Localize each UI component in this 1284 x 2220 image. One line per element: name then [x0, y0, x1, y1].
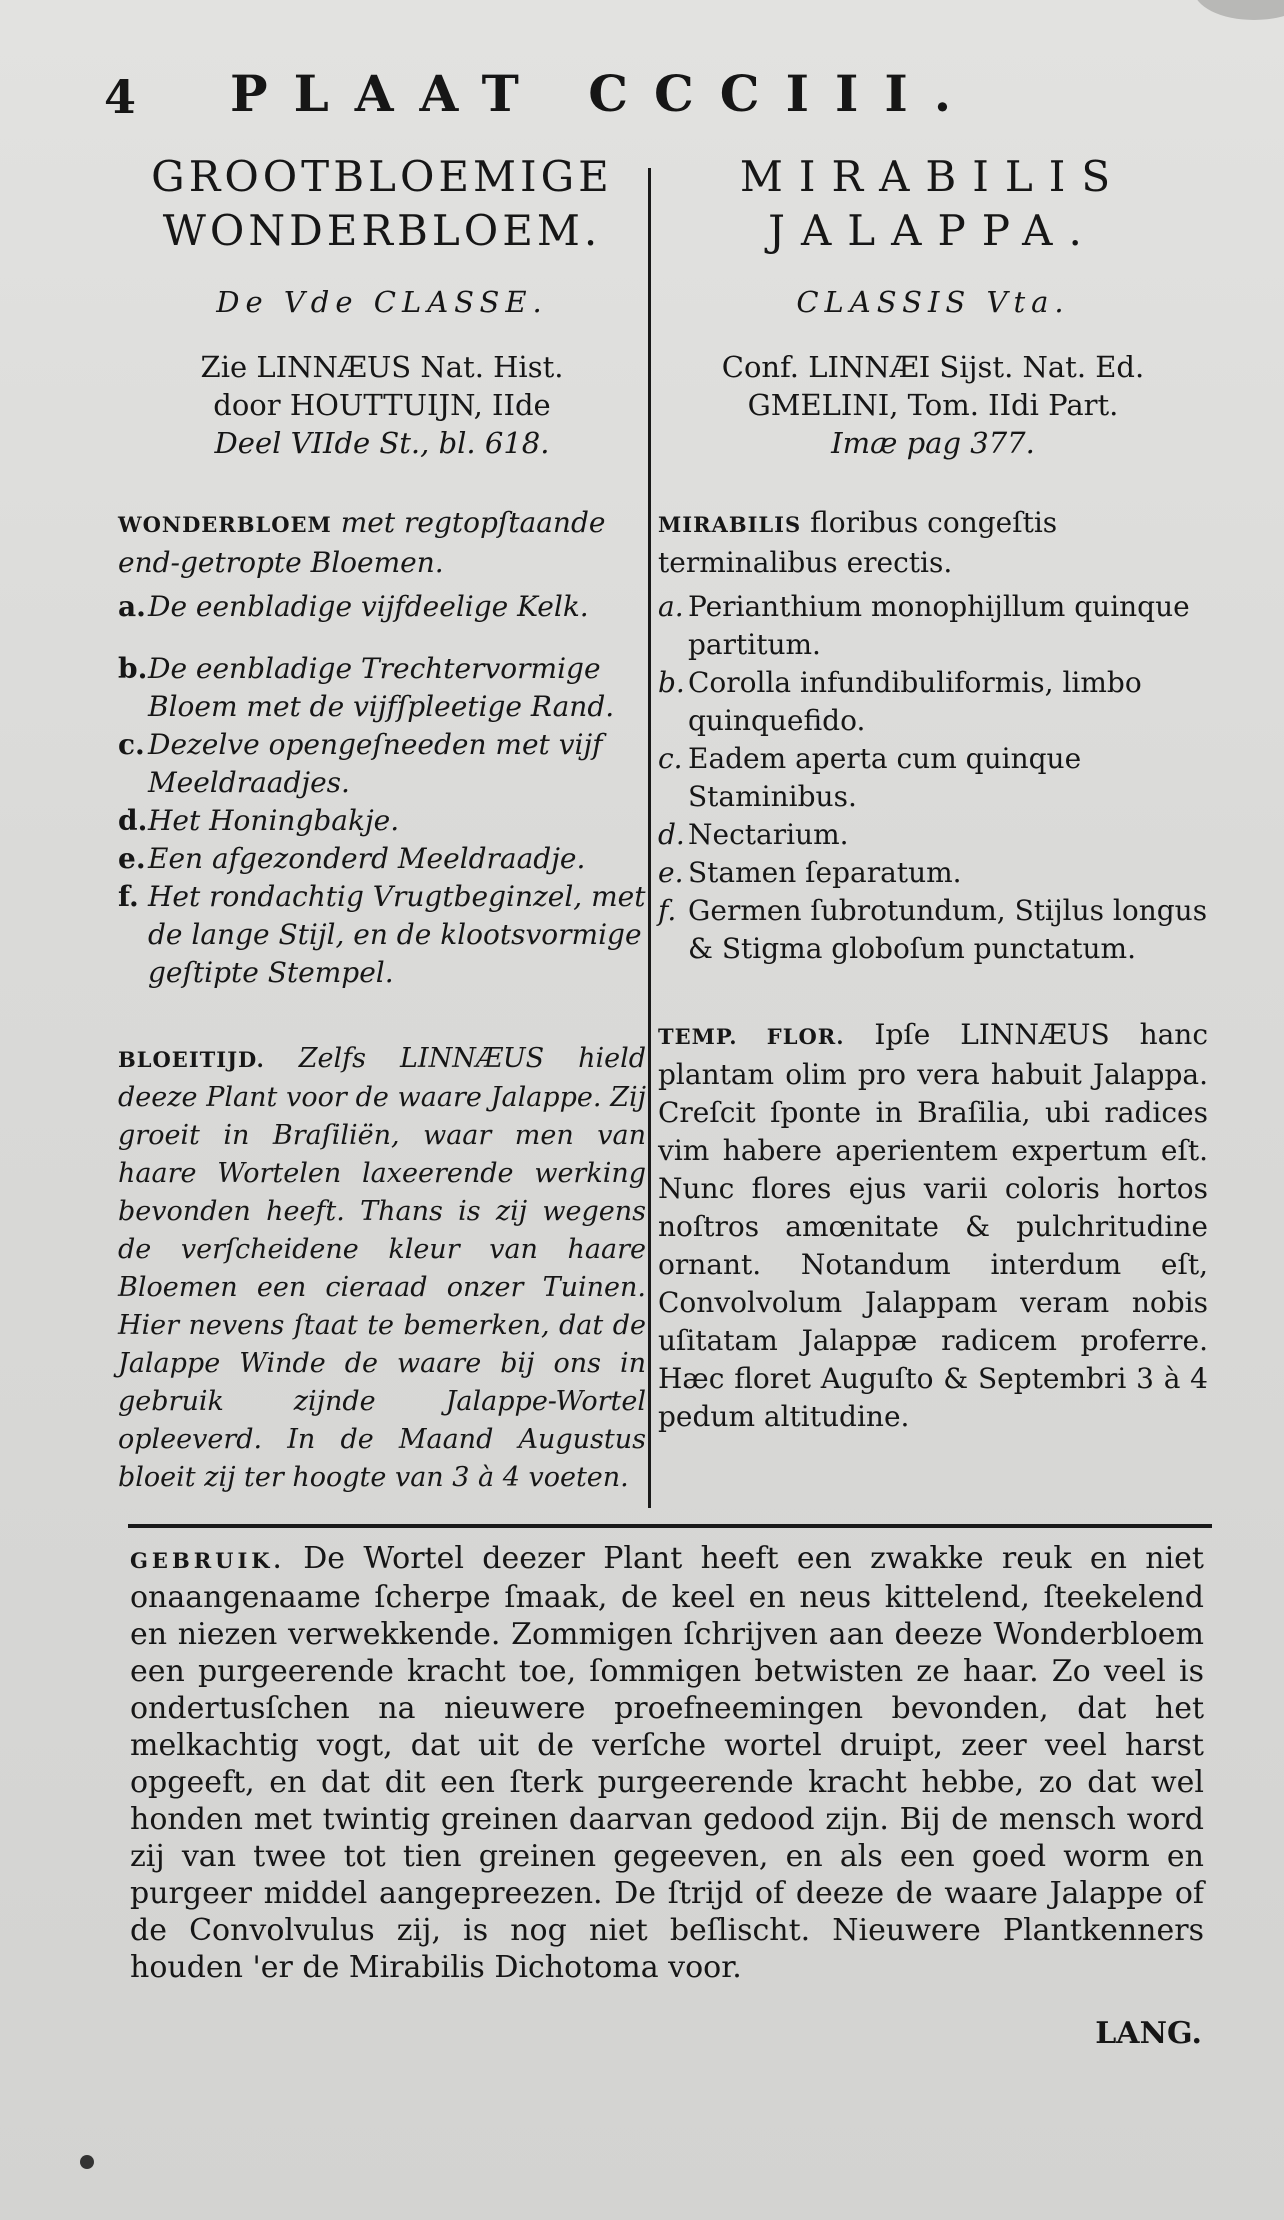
item-text: Stamen ſeparatum. [688, 856, 962, 889]
list-item [118, 840, 646, 878]
item-letter: a. [118, 590, 146, 623]
item-text: Germen ſubrotundum, Stijlus longus & Stigma globoſum punctatum. [688, 894, 1208, 965]
dutch-reference [118, 348, 646, 462]
list-item [658, 854, 1208, 892]
list-item [658, 892, 1208, 968]
dutch-flowering-head: BLOEITIJD. [118, 1047, 265, 1072]
dutch-column [118, 150, 646, 1497]
dutch-genus-text: met regtopſtaande end-getropte Bloemen. [118, 506, 606, 579]
item-letter: a. [658, 590, 684, 623]
item-letter: e. [658, 856, 684, 889]
item-letter: c. [658, 742, 683, 775]
latin-column [658, 150, 1208, 1436]
item-text: Perianthium monophijllum quinque partitum. [688, 590, 1190, 661]
dutch-description [118, 504, 646, 992]
item-letter: b. [118, 652, 148, 685]
ink-spot [80, 2155, 94, 2169]
dutch-flowering-paragraph [118, 1040, 646, 1497]
list-item [118, 726, 646, 802]
item-text: Het Honingbakje. [148, 804, 400, 837]
usage-paragraph [130, 1540, 1204, 1986]
item-text: Corolla infundibuliformis, limbo quinquefido. [688, 666, 1142, 737]
list-item [118, 588, 646, 626]
item-text: De eenbladige Trechtervormige Bloem met de vijfſpleetige Rand. [148, 652, 615, 723]
item-letter: f. [658, 894, 677, 927]
item-letter: c. [118, 728, 145, 761]
latin-reference [658, 348, 1208, 462]
dutch-genus-name: WONDERBLOEM [118, 512, 332, 537]
latin-ref-line-2: GMELINI, Tom. IIdi Part. [747, 388, 1119, 422]
catchword: LANG. [1095, 2016, 1202, 2051]
plate-header: PLAAT CCCIII. [230, 64, 978, 123]
item-text: Eadem aperta cum quinque Staminibus. [688, 742, 1082, 813]
item-text: Een afgezonderd Meeldraadje. [148, 842, 586, 875]
latin-genus-name: MIRABILIS [658, 512, 802, 537]
dutch-ref-line-2: door HOUTTUIJN, IIde [213, 388, 551, 422]
column-divider [648, 168, 651, 1508]
latin-ref-line-1: Conf. LINNÆI Sijst. Nat. Ed. [721, 350, 1145, 384]
latin-flowering-text: Ipſe LINNÆUS hanc plantam olim pro vera habuit Jalappa. Creſcit ſponte in Braſilia, ubi radices vim habere aperientem expertum eſt. Nunc flores ejus varii coloris hortos noſtros amœnitate & pulchritudine ornant. Notandum interdum eſt, Convolvolum Jalappam veram nobis uſitatam Jalappæ radicem proferre. Hæc floret Auguſto & Septembri 3 à 4 pedum altitudine. [658, 1018, 1209, 1433]
latin-genus-line [658, 504, 1208, 582]
item-letter: d. [658, 818, 685, 851]
latin-genus-text: floribus congeſtis terminalibus erectis. [658, 506, 1058, 579]
item-text: Nectarium. [688, 818, 849, 851]
latin-flowering-head: TEMP. FLOR. [658, 1024, 845, 1049]
latin-flowering-paragraph [658, 1016, 1208, 1436]
item-text: Dezelve opengeſneeden met vijf Meeldraadjes. [148, 728, 603, 799]
dutch-ref-line-3: Deel VIIde St., bl. 618. [214, 426, 550, 460]
list-item [658, 664, 1208, 740]
page-number: 4 [104, 70, 137, 124]
latin-ref-line-3: Imæ pag 377. [831, 426, 1035, 460]
dutch-title-line-1: GROOTBLOEMIGE [151, 152, 613, 201]
latin-title-line-1: MIRABILIS [739, 152, 1127, 201]
page-corner-shadow [1194, 0, 1284, 20]
latin-description [658, 504, 1208, 968]
item-letter: d. [118, 804, 148, 837]
usage-head: GEBRUIK. [130, 1548, 285, 1573]
list-item [658, 740, 1208, 816]
usage-text: De Wortel deezer Plant heeft een zwakke reuk en niet onaangenaame ſcherpe ſmaak, de keel en neus kittelend, ſteekelend en niezen verwekkende. Zommigen ſchrijven aan deeze Wonderbloem een purgeerende kracht toe, ſommigen betwisten ze haar. Zo veel is ondertusſchen na nieuwere proefneemingen bevonden, dat het melkachtig vogt, dat uit de verſche wortel druipt, zeer veel harst opgeeft, en dat dit een ſterk purgeerende kracht hebbe, zo dat wel honden met twintig greinen daarvan gedood zijn. Bij de mensch word zij van twee tot tien greinen gegeeven, en als een goed worm en purgeer middel aangepreezen. De ſtrijd of deeze de waare Jalappe of de Convolvulus zij, is nog niet beſlischt. Nieuwere Plantkenners houden 'er de Mirabilis Dichotoma voor. [130, 1541, 1204, 1985]
list-item [658, 588, 1208, 664]
list-item [118, 802, 646, 840]
dutch-classe: De Vde CLASSE. [216, 285, 548, 319]
list-item [118, 878, 646, 992]
item-letter: f. [118, 880, 139, 913]
dutch-genus-line [118, 504, 646, 582]
item-text: De eenbladige vijfdeelige Kelk. [148, 590, 589, 623]
item-letter: b. [658, 666, 685, 699]
item-text: Het rondachtig Vrugtbeginzel, met de lange Stijl, en de klootsvormige geſtipte Stempel. [148, 880, 646, 989]
list-item [118, 650, 646, 726]
dutch-flowering-text: Zelfs LINNÆUS hield deeze Plant voor de waare Jalappe. Zij groeit in Braſiliën, waar men van haare Wortelen laxeerende werking bevonden heeft. Thans is zij wegens de verſcheidene kleur van haare Bloemen een cieraad onzer Tuinen. Hier nevens ſtaat te bemerken, dat de Jalappe Winde de waare bij ons in gebruik zijnde Jalappe-Wortel opleeverd. In de Maand Augustus bloeit zij ter hoogte van 3 à 4 voeten. [118, 1043, 646, 1493]
section-divider [128, 1524, 1212, 1528]
latin-title-line-2: JALAPPA. [768, 206, 1098, 255]
dutch-title-line-2: WONDERBLOEM. [162, 206, 602, 255]
latin-classis: CLASSIS Vta. [796, 285, 1070, 319]
dutch-ref-line-1: Zie LINNÆUS Nat. Hist. [200, 350, 564, 384]
list-item [658, 816, 1208, 854]
item-letter: e. [118, 842, 146, 875]
